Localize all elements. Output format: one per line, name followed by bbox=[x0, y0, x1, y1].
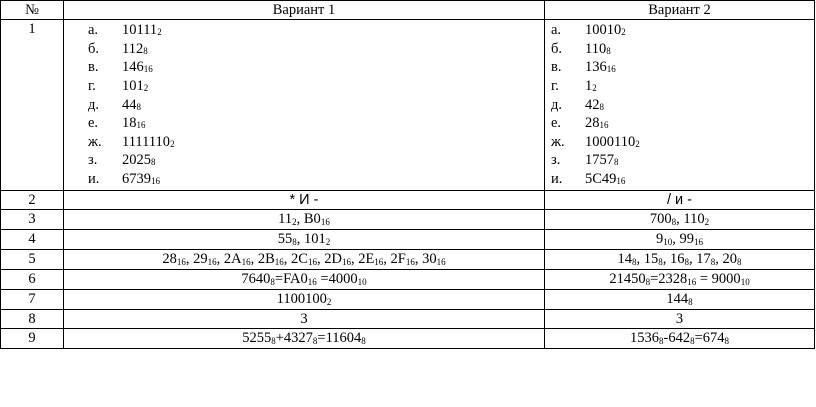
item-letter: б. bbox=[88, 40, 100, 57]
answer-variant-1 bbox=[64, 230, 545, 250]
base-subscript: 16 bbox=[207, 257, 217, 268]
task-number: 8 bbox=[1, 310, 64, 329]
base-subscript: 16 bbox=[320, 217, 330, 228]
item-base: 8 bbox=[606, 45, 611, 56]
answer-text: =4000 bbox=[316, 271, 358, 288]
item-base: 2 bbox=[157, 27, 162, 38]
item-letter: и. bbox=[551, 171, 563, 188]
item-value: 2025 bbox=[122, 152, 151, 169]
answer-text: , B0 bbox=[296, 211, 321, 228]
base-subscript: 16 bbox=[374, 257, 384, 268]
base-subscript: 8 bbox=[361, 336, 366, 347]
task-1-variant-2-list bbox=[551, 20, 814, 190]
answer-variant-1 bbox=[64, 250, 545, 270]
answer-text: , 20 bbox=[715, 251, 737, 268]
list-item bbox=[551, 58, 814, 77]
base-subscript: 8 bbox=[671, 217, 677, 228]
answer-text: 11 bbox=[278, 211, 293, 228]
item-letter: г. bbox=[551, 78, 559, 95]
answer-text: , 17 bbox=[689, 251, 711, 268]
item-letter: д. bbox=[551, 96, 563, 113]
base-subscript: 8 bbox=[270, 277, 275, 288]
list-item bbox=[551, 95, 814, 114]
list-item bbox=[551, 40, 814, 59]
task-number: 4 bbox=[1, 230, 64, 250]
answer-text: =11604 bbox=[317, 330, 362, 347]
item-letter: в. bbox=[88, 59, 99, 76]
item-base: 8 bbox=[614, 157, 619, 168]
task-1-row bbox=[1, 20, 815, 191]
answer-variant-1 bbox=[64, 210, 545, 230]
header-variant-2: Вариант 2 bbox=[545, 1, 815, 20]
answer-text: 1536 bbox=[629, 330, 659, 347]
item-value: 112 bbox=[122, 40, 144, 57]
answer-text: , 15 bbox=[636, 251, 659, 268]
answer-text: , 2F bbox=[383, 251, 406, 268]
item-base: 8 bbox=[599, 101, 604, 112]
answer-variant-1 bbox=[64, 310, 545, 329]
list-item bbox=[88, 58, 544, 77]
answer-text: 7640 bbox=[241, 271, 271, 288]
base-subscript: 8 bbox=[271, 336, 276, 347]
task-row bbox=[1, 230, 815, 250]
answer-text: , 2E bbox=[350, 251, 375, 268]
item-letter: а. bbox=[551, 22, 562, 39]
base-subscript: 10 bbox=[740, 277, 750, 288]
item-base: 16 bbox=[151, 176, 160, 187]
answer-text: -642 bbox=[663, 330, 691, 347]
base-subscript: 16 bbox=[307, 257, 317, 268]
answer-text: +4327 bbox=[275, 330, 313, 347]
answer-text: 55 bbox=[277, 231, 293, 248]
task-number: 5 bbox=[1, 250, 64, 270]
answer-text: =674 bbox=[694, 330, 725, 347]
item-value: 1757 bbox=[585, 152, 614, 169]
answer-text: , 2D bbox=[316, 251, 342, 268]
list-item bbox=[88, 40, 544, 59]
base-subscript: 8 bbox=[690, 336, 695, 347]
list-item bbox=[88, 151, 544, 170]
answer-variant-2 bbox=[545, 329, 815, 349]
item-letter: е. bbox=[551, 115, 562, 132]
header-number: № bbox=[1, 1, 64, 20]
item-value: 28 bbox=[585, 115, 600, 132]
item-base: 2 bbox=[143, 83, 149, 94]
base-subscript: 16 bbox=[694, 237, 703, 248]
list-item bbox=[551, 77, 814, 96]
task-number: 9 bbox=[1, 329, 64, 349]
task-1-variant-1-list bbox=[88, 20, 544, 190]
task-number: 7 bbox=[1, 290, 64, 310]
task-row bbox=[1, 191, 815, 210]
item-value: 6739 bbox=[122, 171, 151, 188]
answer-variant-2 bbox=[545, 210, 815, 230]
base-subscript: 16 bbox=[341, 257, 351, 268]
base-subscript: 8 bbox=[724, 336, 730, 347]
answer-variant-2 bbox=[545, 250, 815, 270]
item-letter: з. bbox=[88, 152, 98, 169]
item-letter: в. bbox=[551, 59, 562, 76]
item-letter: б. bbox=[551, 40, 563, 57]
base-subscript: 8 bbox=[292, 237, 297, 248]
answer-text: , 110 bbox=[676, 211, 705, 228]
item-base: 16 bbox=[143, 64, 153, 75]
item-value: 10111 bbox=[122, 22, 158, 39]
item-value: 1111110 bbox=[122, 133, 171, 150]
list-item bbox=[551, 114, 814, 133]
answer-variant-1 bbox=[64, 270, 545, 290]
base-subscript: 16 bbox=[241, 257, 251, 268]
task-1-variant-2 bbox=[545, 20, 815, 191]
item-letter: ж. bbox=[88, 133, 102, 150]
task-number: 6 bbox=[1, 270, 64, 290]
answer-text: 28 bbox=[162, 251, 177, 268]
list-item bbox=[88, 77, 544, 96]
answer-text: / и - bbox=[666, 192, 692, 209]
task-row bbox=[1, 250, 815, 270]
answer-text: , 29 bbox=[185, 251, 208, 268]
base-subscript: 2 bbox=[326, 297, 332, 308]
list-item bbox=[88, 114, 544, 133]
item-value: 44 bbox=[122, 96, 137, 113]
answer-text: , 2B bbox=[250, 251, 275, 268]
answer-variant-1 bbox=[64, 191, 545, 210]
item-letter: а. bbox=[88, 22, 99, 39]
item-base: 16 bbox=[599, 120, 609, 131]
base-subscript: 8 bbox=[645, 277, 651, 288]
answer-text: 700 bbox=[649, 211, 672, 228]
task-row bbox=[1, 329, 815, 349]
answer-text: , 2A bbox=[216, 251, 242, 268]
item-letter: г. bbox=[88, 78, 96, 95]
base-subscript: 16 bbox=[687, 277, 697, 288]
base-subscript: 16 bbox=[405, 257, 415, 268]
list-item bbox=[551, 151, 814, 170]
item-base: 16 bbox=[616, 176, 626, 187]
base-subscript: 8 bbox=[658, 336, 664, 347]
list-item bbox=[551, 133, 814, 152]
item-value: 136 bbox=[585, 59, 607, 76]
answer-text: 3 bbox=[675, 311, 684, 328]
item-value: 18 bbox=[122, 115, 137, 132]
item-base: 8 bbox=[151, 157, 156, 168]
answer-variant-1 bbox=[64, 290, 545, 310]
item-base: 2 bbox=[592, 83, 597, 94]
base-subscript: 2 bbox=[704, 217, 710, 228]
answer-text: = 9000 bbox=[696, 271, 741, 288]
base-subscript: 8 bbox=[632, 257, 637, 268]
item-value: 110 bbox=[585, 40, 607, 57]
answer-text: , 30 bbox=[414, 251, 437, 268]
answer-variant-2 bbox=[545, 230, 815, 250]
base-subscript: 16 bbox=[436, 257, 446, 268]
answer-variant-2 bbox=[545, 191, 815, 210]
answer-text: 9 bbox=[656, 231, 664, 248]
item-value: 5C49 bbox=[585, 171, 617, 188]
item-value: 101 bbox=[122, 78, 144, 95]
base-subscript: 2 bbox=[325, 237, 331, 248]
item-value: 146 bbox=[122, 59, 144, 76]
answer-text: * И - bbox=[289, 192, 319, 209]
list-item bbox=[88, 133, 544, 152]
base-subscript: 16 bbox=[307, 277, 317, 288]
answer-text: 144 bbox=[666, 291, 689, 308]
list-item bbox=[88, 95, 544, 114]
item-value: 42 bbox=[585, 96, 600, 113]
base-subscript: 16 bbox=[176, 257, 186, 268]
answer-variant-2 bbox=[545, 290, 815, 310]
header-row bbox=[1, 1, 815, 20]
answer-variant-2 bbox=[545, 310, 815, 329]
item-letter: ж. bbox=[551, 133, 565, 150]
answer-variant-1 bbox=[64, 329, 545, 349]
base-subscript: 2 bbox=[292, 217, 297, 228]
base-subscript: 8 bbox=[658, 257, 663, 268]
base-subscript: 8 bbox=[684, 257, 689, 268]
base-subscript: 8 bbox=[710, 257, 716, 268]
base-subscript: 16 bbox=[274, 257, 284, 268]
task-number: 2 bbox=[1, 191, 64, 210]
list-item bbox=[88, 21, 544, 40]
base-subscript: 10 bbox=[357, 277, 367, 288]
answer-text: 5255 bbox=[242, 330, 272, 347]
header-variant-1: Вариант 1 bbox=[64, 1, 545, 20]
base-subscript: 8 bbox=[312, 336, 318, 347]
base-subscript: 8 bbox=[688, 297, 693, 308]
item-value: 1 bbox=[585, 78, 593, 95]
item-base: 8 bbox=[136, 101, 141, 112]
answer-text: 3 bbox=[300, 311, 308, 328]
item-base: 16 bbox=[606, 64, 616, 75]
item-base: 16 bbox=[136, 120, 146, 131]
task-row bbox=[1, 270, 815, 290]
answer-text: 14 bbox=[617, 251, 632, 268]
task-row bbox=[1, 210, 815, 230]
item-letter: е. bbox=[88, 115, 99, 132]
item-base: 2 bbox=[621, 27, 626, 38]
list-item bbox=[551, 170, 814, 189]
task-row bbox=[1, 290, 815, 310]
answer-text: , 2C bbox=[283, 251, 308, 268]
answers-table-body bbox=[1, 1, 815, 349]
task-1-variant-1 bbox=[64, 20, 545, 191]
task-number: 3 bbox=[1, 210, 64, 230]
answer-text: , 99 bbox=[672, 231, 694, 248]
answer-text: 21450 bbox=[609, 271, 646, 288]
task-row bbox=[1, 310, 815, 329]
item-value: 10010 bbox=[585, 22, 622, 39]
item-base: 8 bbox=[143, 45, 148, 56]
answer-text: , 16 bbox=[662, 251, 685, 268]
task-number: 1 bbox=[1, 20, 64, 191]
list-item bbox=[551, 21, 814, 40]
base-subscript: 10 bbox=[663, 237, 673, 248]
item-base: 2 bbox=[170, 138, 175, 149]
item-letter: и. bbox=[88, 171, 100, 188]
answer-text: =2328 bbox=[650, 271, 688, 288]
item-letter: з. bbox=[551, 152, 561, 169]
answer-text: , 101 bbox=[296, 231, 326, 248]
base-subscript: 8 bbox=[737, 257, 742, 268]
item-value: 1000110 bbox=[585, 133, 636, 150]
list-item bbox=[88, 170, 544, 189]
answer-text: =FA0 bbox=[274, 271, 308, 288]
answer-variant-2 bbox=[545, 270, 815, 290]
item-base: 2 bbox=[635, 138, 640, 149]
item-letter: д. bbox=[88, 96, 100, 113]
answer-text: 1100100 bbox=[276, 291, 327, 308]
